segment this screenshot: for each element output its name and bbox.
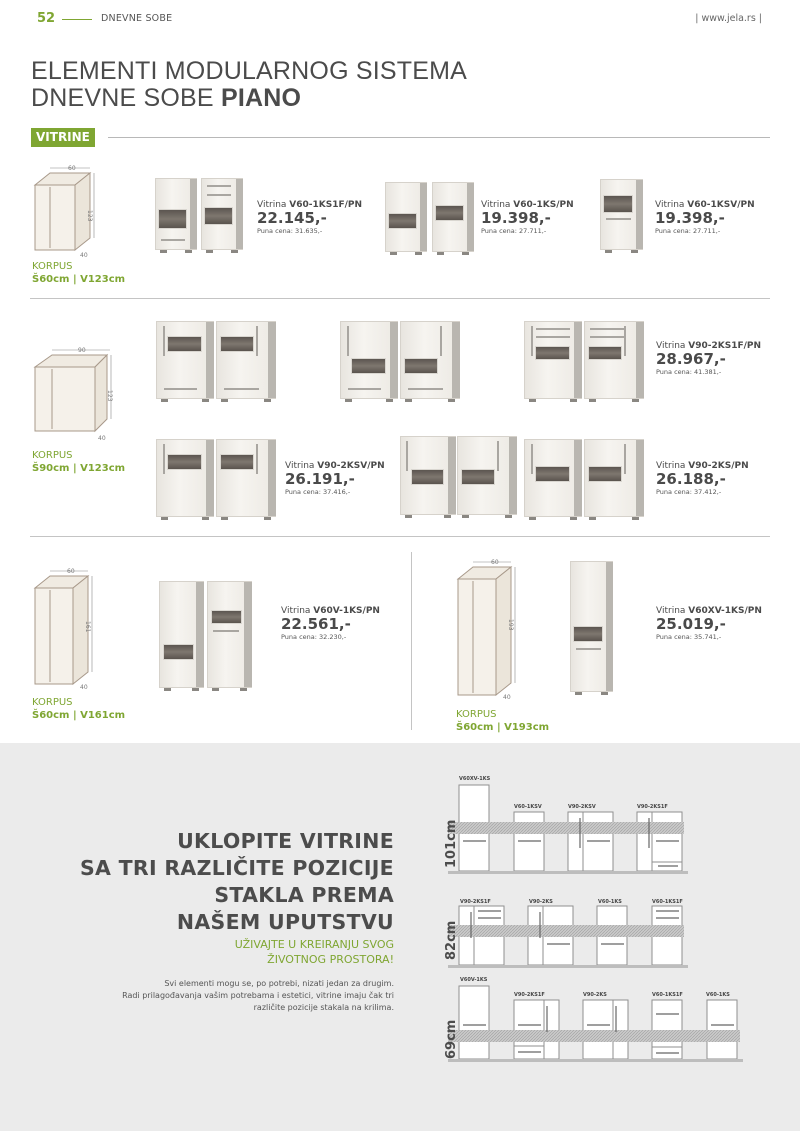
product-full-price: Puna cena: 32.230,-	[281, 633, 347, 641]
svg-text:60: 60	[67, 568, 75, 575]
product-price: 19.398,-	[655, 209, 725, 227]
glass-position-scheme-101	[440, 775, 700, 875]
svg-text:40: 40	[98, 435, 106, 442]
svg-text:60: 60	[68, 165, 76, 172]
product-full-price: Puna cena: 37.412,-	[656, 488, 722, 496]
product-code: V60-1KSV/PN	[687, 200, 755, 210]
product-price: 25.019,-	[656, 615, 726, 633]
scheme-label: V90-2KS1F	[514, 992, 545, 998]
korpus-spec-2: KORPUS Š90cm | V123cm	[32, 450, 126, 474]
row-divider-2	[30, 536, 770, 537]
section-name: DNEVNE SOBE	[101, 13, 173, 24]
scheme-label: V90-2KS1F	[460, 899, 491, 905]
product-price: 26.191,-	[285, 470, 355, 488]
product-image-v90-variant-b2[interactable]	[400, 321, 460, 399]
svg-text:161: 161	[84, 621, 91, 633]
scheme-label: V60XV-1KS	[459, 776, 491, 782]
scheme-height-label: 82cm	[444, 920, 459, 960]
svg-text:123: 123	[106, 390, 113, 402]
category-divider	[108, 137, 770, 138]
page-number: 52	[37, 11, 56, 26]
svg-text:90: 90	[78, 347, 86, 354]
promo-body: Svi elementi mogu se, po potrebi, nizati jedan za drugim. Radi prilagođavanja vašim potrebama i estetici, vitrine imaju čak tri različite pozicije stakala na krilima.	[122, 979, 394, 1012]
product-info-4: Vitrina V90-2KS1F/PN 28.967,- Puna cena: 41.381,-	[656, 341, 762, 376]
glass-position-scheme-82	[440, 898, 700, 968]
product-info-7: Vitrina V60V-1KS/PN 22.561,- Puna cena: 32.230,-	[281, 606, 380, 641]
scheme-label: V60-1KSV	[514, 804, 542, 810]
product-price: 22.561,-	[281, 615, 351, 633]
title-line-1: ELEMENTI MODULARNOG SISTEMA	[31, 57, 468, 85]
product-image-v60-1ks1f-a[interactable]	[155, 178, 197, 250]
product-image-v90-variant-c2[interactable]	[457, 436, 517, 515]
product-code: V60-1KS1F/PN	[289, 200, 363, 210]
product-code: V60-1KS/PN	[513, 200, 574, 210]
scheme-label: V60-1KS	[598, 899, 622, 905]
product-price: 28.967,-	[656, 350, 726, 368]
glass-position-scheme-69	[440, 978, 760, 1063]
product-full-price: Puna cena: 37.416,-	[285, 488, 351, 496]
scheme-label: V90-2KS1F	[637, 804, 668, 810]
product-price: 26.188,-	[656, 470, 726, 488]
product-image-v90-variant-c1[interactable]	[400, 436, 456, 515]
svg-text:60: 60	[491, 559, 499, 566]
scheme-label: V90-2KSV	[568, 804, 596, 810]
product-info-8: Vitrina V60XV-1KS/PN 25.019,- Puna cena: 35.741,-	[656, 606, 762, 641]
website-link[interactable]: | www.jela.rs |	[695, 13, 762, 24]
product-full-price: Puna cena: 35.741,-	[656, 633, 722, 641]
product-code: V90-2KS/PN	[688, 461, 749, 471]
product-image-v60-1ksv[interactable]	[600, 179, 643, 250]
korpus-spec-4: KORPUS Š60cm | V193cm	[456, 709, 550, 733]
svg-text:193: 193	[507, 619, 514, 631]
product-full-price: Puna cena: 27.711,-	[655, 227, 721, 235]
product-full-price: Puna cena: 27.711,-	[481, 227, 547, 235]
title-line-2: DNEVNE SOBE PIANO	[31, 84, 302, 112]
product-full-price: Puna cena: 31.635,-	[257, 227, 323, 235]
category-tag: VITRINE	[31, 128, 95, 147]
korpus-60x123-diagram	[30, 165, 98, 260]
promo-heading: UKLOPITE VITRINE SA TRI RAZLIČITE POZICIJE STAKLA PREMA NAŠEM UPUTSTVU	[79, 829, 394, 934]
scheme-label: V90-2KS	[529, 899, 553, 905]
promo-subheading: UŽIVAJTE U KREIRANJU SVOG ŽIVOTNOG PROSTORA!	[234, 938, 394, 966]
korpus-60x193-diagram	[455, 557, 525, 702]
scheme-label: V90-2KS	[583, 992, 607, 998]
product-image-v90-variant-b1[interactable]	[340, 321, 398, 399]
product-info-1: Vitrina V60-1KS1F/PN 22.145,- Puna cena: 31.635,-	[257, 200, 363, 235]
product-image-v90-2ksv-b[interactable]	[216, 439, 276, 517]
collection-name: PIANO	[220, 84, 302, 112]
svg-text:123: 123	[86, 210, 93, 222]
korpus-90x123-diagram	[30, 345, 115, 445]
scheme-height-label: 101cm	[444, 819, 459, 868]
product-image-v90-2ks1f-b[interactable]	[584, 321, 644, 399]
product-image-v90-variant-a1[interactable]	[156, 321, 214, 399]
product-image-v60-1ks-a[interactable]	[385, 182, 427, 252]
product-price: 19.398,-	[481, 209, 551, 227]
korpus-spec-3: KORPUS Š60cm | V161cm	[32, 697, 126, 721]
page-title	[31, 58, 467, 112]
scheme-label: V60-1KS1F	[652, 899, 683, 905]
product-image-v60-1ks1f-b[interactable]	[201, 178, 243, 250]
product-image-v60v-1ks-b[interactable]	[207, 581, 252, 688]
korpus-60x161-diagram	[30, 566, 100, 691]
column-divider	[411, 552, 412, 730]
svg-text:40: 40	[80, 684, 88, 691]
scheme-label: V60V-1KS	[460, 977, 488, 983]
product-image-v60xv-1ks[interactable]	[570, 561, 613, 692]
scheme-label: V60-1KS	[706, 992, 730, 998]
scheme-height-label: 69cm	[444, 1019, 459, 1059]
product-code: V60XV-1KS/PN	[688, 606, 762, 616]
product-image-v90-2ks-a[interactable]	[524, 439, 582, 517]
svg-text:40: 40	[80, 252, 88, 259]
korpus-spec-1: KORPUS Š60cm | V123cm	[32, 261, 126, 285]
product-image-v90-2ks-b[interactable]	[584, 439, 644, 517]
row-divider-1	[30, 298, 770, 299]
product-code: V90-2KS1F/PN	[688, 341, 762, 351]
svg-text:40: 40	[503, 694, 511, 701]
product-info-5: Vitrina V90-2KSV/PN 26.191,- Puna cena: 37.416,-	[285, 461, 385, 496]
product-image-v60-1ks-b[interactable]	[432, 182, 474, 252]
product-code: V60V-1KS/PN	[313, 606, 380, 616]
header-divider	[62, 19, 92, 20]
product-image-v90-2ks1f-a[interactable]	[524, 321, 582, 399]
product-code: V90-2KSV/PN	[317, 461, 385, 471]
product-image-v90-2ksv-a[interactable]	[156, 439, 214, 517]
scheme-label: V60-1KS1F	[652, 992, 683, 998]
product-info-6: Vitrina V90-2KS/PN 26.188,- Puna cena: 37.412,-	[656, 461, 749, 496]
product-image-v90-variant-a2[interactable]	[216, 321, 276, 399]
product-info-3: Vitrina V60-1KSV/PN 19.398,- Puna cena: 27.711,-	[655, 200, 755, 235]
product-info-2: Vitrina V60-1KS/PN 19.398,- Puna cena: 27.711,-	[481, 200, 574, 235]
product-full-price: Puna cena: 41.381,-	[656, 368, 722, 376]
product-price: 22.145,-	[257, 209, 327, 227]
product-image-v60v-1ks-a[interactable]	[159, 581, 204, 688]
